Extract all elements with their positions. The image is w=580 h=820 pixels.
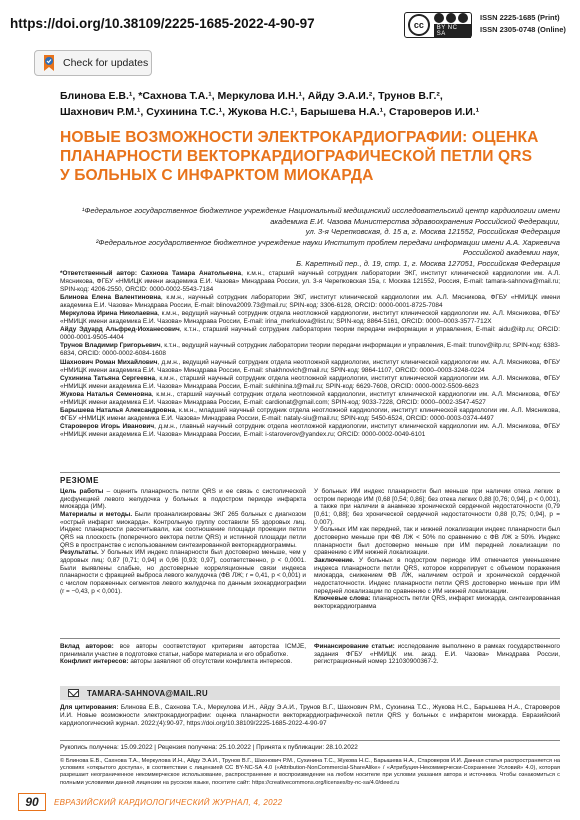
author-details: , к.м.н., научный сотрудник лаборатории ЭКГ, институт клинической кардиологии им. А.Л. Мясникова, ФГБУ «НМИЦК имени академика Е.И. Чазова» Минздрава России, E-mail: blinova2009.73@mail.ru; SPIN-код: 3306-6128, ORCID: 0000-0001-8725-7084 [60, 294, 560, 310]
page-number: 90 [18, 793, 46, 811]
issn-online: ISSN 2305-0748 (Online) [480, 25, 566, 34]
conflict-of-interest: Конфликт интересов: авторы заявляют об отсутствии конфликта интересов. [60, 658, 293, 666]
abstract-results-cont: У больных ИМ индекс планарности был меньше при наличии отека легких в остром периоде ИМ (0,68 [0,54; 0,86]; без отека легких 0,88 [0,76; 0,94], p < 0,001), а также при наличии в анамнезе хронической сердечной недостаточности (0,79 [0,61; 0,88]; без хронической сердечной недостаточности 0,88 [0,75; 0,94], p = 0,007). [314, 488, 560, 526]
author-details: , к.м.н., старший научный сотрудник отдела неотложной кардиологии, институт клинической кардиологии им. А.Л. Мясникова, ФГБУ «НМИЦК имени академика Е.И. Чазова» Минздрава России, E-mail: sukhinina.t@mail.ru; SPIN-код: 6629-7608, ORCID: 0000-0002-5509-6623 [60, 374, 560, 390]
creative-commons-icon[interactable] [404, 12, 472, 38]
author-name: Трунов Владимир Григорьевич [60, 342, 161, 350]
abstract-methods: Материалы и методы. Были проанализированы ЭКГ 265 больных с диагнозом «острый инфаркт миокарда». Контрольную группу составили 55 здоровых лиц. Индекс планарности рассчитывали, как соотношение площади проекции петли QRS на плоскость (поперечного вектора петли QRS) и истинной площади петли QRS в пространстве с использованием синтезированной векторкардиограммы. [60, 510, 307, 549]
citation [60, 704, 560, 728]
divider [60, 740, 560, 741]
authors-line: Блинова Е.В.¹, *Сахнова Т.А.¹, Меркулова И.Н.¹, Айду Э.А.И.², Трунов В.Г.², [60, 90, 443, 102]
author-name: Барышева Наталья Александровна [60, 406, 176, 414]
author-info [60, 270, 560, 439]
author-name: Жукова Наталья Семеновна [60, 390, 152, 398]
footer [18, 792, 318, 812]
author-name: Сухинина Татьяна Сергеевна [60, 374, 156, 382]
contributions: Вклад авторов: все авторы соответствуют критериям авторства ICMJE, принимали участие в подготовке статьи, наборе материала и его обработке. [60, 643, 306, 658]
license-label: BY NC SA [434, 24, 471, 38]
author-entry [60, 270, 560, 294]
received-dates: Рукопись получена: 15.09.2022 | Рецензия получена: 25.10.2022 | Принята к публикации: 28.10.2022 [60, 744, 358, 751]
author-details: , к.м.н., младший научный сотрудник отдела неотложной кардиологии, институт клинической кардиологии им. А.Л. Мясникова, ФГБУ «НМИЦК имени академика Е.И. Чазова» Минздрава России, E-mail: nataly-siu@mail.ru; SPIN-код: 5450-6524, ORCID: 0000-0003-0374-4497 [60, 406, 560, 422]
article-title: НОВЫЕ ВОЗМОЖНОСТИ ЭЛЕКТРОКАРДИОГРАФИИ: ОЦЕНКА ПЛАНАРНОСТИ ВЕКТОРКАРДИОГРАФИЧЕСКОЙ ПЕТЛИ QRS У БОЛЬНЫХ С ИНФАРКТОМ МИОКАРДА [60, 129, 539, 184]
abstract-conclusion: Заключение. У больных в подостром периоде ИМ отмечается уменьшение индекса планарности петли QRS, которое коррелирует с объемом поражения миокарда, снижением ФВ ЛЖ, наличием острой и хронической сердечной недостаточности. Индекс планарности петли QRS достоверно меньше при ИМ передней локализации по сравнению с ИМ нижней локализации. [314, 556, 560, 595]
issn-block [480, 12, 566, 36]
author-name: Староверов Игорь Иванович [60, 422, 155, 430]
divider [60, 755, 560, 756]
affiliations [60, 206, 560, 269]
citation-label: Для цитирования: [60, 704, 119, 711]
divider [60, 472, 560, 473]
license-text: © Блинова Е.В., Сахнова Т.А., Меркулова И.Н., Айду Э.А.И., Трунов В.Г., Шахнович Р.М., Сухинина Т.С., Жукова Н.С., Барышева Н.А., Староверов И.И. Данная статья распространяется на условиях «открытого доступа», в соответствии с лицензией CC BY-NC-SA 4.0 («Attribution-NonCommercial-ShareAlike» / «Атрибуция-Некоммерчески-Сохранение Условий» 4.0), которая разрешает неограниченное некоммерческое использование, распространение и воспроизведение на любом носителе при условии указания автора и источника. Чтобы ознакомиться с полными условиями данной лицензии на русском языке, посетите сайт: https://creativecommons.org/licenses/by-nc-sa/4.0/deed.ru [60, 758, 560, 786]
affiliation-2: ²Федеральное государственное бюджетное учреждение науки Институт проблем передачи информации имени А.А. Харкевича Российской академии наук, [95, 237, 560, 257]
author-entry [60, 391, 560, 407]
abstract-heading: РЕЗЮМЕ [60, 476, 99, 485]
citation-text: Блинова Е.В., Сахнова Т.А., Меркулова И.Н., Айду Э.А.И., Трунов В.Г., Шахнович Р.М., Сухинина Т.С., Жукова Н.С., Барышева Н.А., Староверов И.И. Новые возможности электрокардиографии: оценка планарности векторкардиографической петли QRS у больных с инфарктом миокарда. Евразийский кардиологический журнал. 2022;(4):90-97, https://doi.org/10.38109/2225-1685-2022-4-90-97 [60, 704, 560, 727]
author-entry [60, 342, 560, 358]
issn-print: ISSN 2225-1685 (Print) [480, 13, 560, 22]
bookmark-icon [41, 54, 57, 72]
contributions-block [60, 643, 306, 666]
divider [60, 638, 560, 639]
author-name: Меркулова Ирина Николаевна [60, 310, 158, 318]
affiliation-1: ¹Федеральное государственное бюджетное учреждение Национальный медицинский исследовательский центр кардиологии имени академика Е.И. Чазова Министерства здравоохранения Российской Федерации, [81, 206, 560, 226]
author-entry [60, 375, 560, 391]
doi-link[interactable]: https://doi.org/10.38109/2225-1685-2022-4-90-97 [10, 16, 315, 31]
abstract-column-left [60, 488, 306, 595]
abstract-goal: Цель работы – оценить планарность петли QRS и ее связь с систолической дисфункцией левого желудочка у больных в подостром периоде инфаркта миокарда (ИМ). [60, 488, 306, 511]
author-details: , к.м.н., старший научный сотрудник лаборатории ЭКГ, институт клинической кардиологии им. А.Л. Мясникова, ФГБУ «НМИЦК имени академика Е.И. Чазова» Минздрава России, ул. 3-я Черепковская 15а, г. Москва 121552, Россия, E-mail: tamara-sahnova@mail.ru; SPIN-код: 4206-2550, ORCID: 0000-0002-5543-7184 [60, 270, 560, 294]
authors-line: Шахнович Р.М.¹, Сухинина Т.С.¹, Жукова Н.С.¹, Барышева Н.А.¹, Староверов И.И.¹ [60, 106, 480, 118]
affiliation-1-address: ул. 3-я Черепковская, д. 15 а, г. Москва 121552, Российская Федерация [305, 227, 560, 236]
author-entry [60, 310, 560, 326]
abstract-column-right [314, 488, 560, 611]
author-details: , к.т.н., старший научный сотрудник лаборатории теории передачи информации и управления, E-mail: aidu@iitp.ru; ORCID: 0000-0001-9505-4404 [60, 326, 560, 342]
author-entry [60, 423, 560, 439]
contact-email-bar[interactable] [60, 686, 560, 700]
check-for-updates-label: Check for updates [63, 57, 149, 69]
author-entry [60, 326, 560, 342]
author-entry [60, 294, 560, 310]
affiliation-2-address: Б. Каретный пер., д. 19, стр. 1, г. Москва 127051, Российская Федерация [296, 258, 560, 268]
funding-block [314, 643, 560, 666]
author-details: , д.м.н., ведущий научный сотрудник отдела неотложной кардиологии, институт клинической кардиологии им. А.Л. Мясникова, ФГБУ «НМИЦК имени академика Е.И. Чазова» Минздрава России, E-mail: shakhnovich@mail.ru; SPIN-код: 9864-1107, ORCID: 0000–0003-3248-0224 [60, 358, 560, 374]
author-details: , к.м.н., ведущий научный сотрудник отдела неотложной кардиологии, институт клинической кардиологии им. А.Л. Мясникова, ФГБУ «НМИЦК имени академика Е.И. Чазова» Минздрава России, E-mail: irina_merkulova@list.ru; SPIN-код: 8864-5161, ORCID: 0000–0003-3577-712X [60, 310, 560, 326]
envelope-icon [68, 689, 79, 697]
author-details: , к.т.н., ведущий научный сотрудник лаборатории теории передачи информации и управления, E-mail: trunov@iitp.ru; SPIN-код: 6383-6834, ORCID: 0000-0002-6084-1608 [60, 342, 560, 358]
license-icons [434, 13, 471, 23]
author-details: , д.м.н., главный научный сотрудник отдела неотложной кардиологии, институт клинической кардиологии им. А.Л. Мясникова, ФГБУ «НМИЦК имени академика Е.И. Чазова» Минздрава России, E-mail: i-staroverov@yandex.ru; ORCID: 0000-0002-0049-6101 [60, 422, 561, 438]
abstract-results-2: У больных ИМ как передней, так и нижней локализации индекс планарности был достоверно меньше при ФВ ЛЖ < 50% по сравнению с ФВ ЛЖ ≥ 50%. Индекс планарности был достоверно меньше при ИМ передней локализации по сравнению с ИМ нижней локализации. [314, 526, 560, 557]
abstract-results: Результаты. У больных ИМ индекс планарности был достоверно меньше, чем у здоровых лиц: 0,87 [0,71; 0,94] и 0,96 [0,93; 0,97], соответственно, p < 0,0001. Были выявлены слабые, но достоверные корреляционные связи индекса планарности с фракцией выброса левого желудочка (ФВ ЛЖ; r = 0,41, p < 0,001) и с числом пораженных сегментов левого желудочка по данным эхокардиографии (r = −0,43, p < 0,001). [60, 549, 306, 595]
author-name: *Ответственный автор: Сахнова Тамара Анатольевна [60, 270, 242, 277]
journal-name: ЕВРАЗИЙСКИЙ КАРДИОЛОГИЧЕСКИЙ ЖУРНАЛ, 4, 2022 [54, 797, 283, 807]
author-name: Айду Эдуард Альфред-Иоханесович [60, 326, 180, 334]
author-list [60, 88, 560, 120]
author-entry [60, 359, 560, 375]
author-details: , к.м.н., старший научный сотрудник отдела неотложной кардиологии, институт клинической кардиологии им. А.Л. Мясникова, ФГБУ «НМИЦК имени академика Е.И. Чазова» Минздрава России, E-mail: cardionat@gmail.com; SPIN-код: 9033-7228, ORCID: 0000–0002-3547-4527 [60, 390, 560, 406]
author-name: Блинова Елена Валентиновна [60, 294, 161, 302]
author-entry [60, 407, 560, 423]
contact-email[interactable]: TAMARA-SAHNOVA@MAIL.RU [87, 688, 208, 698]
check-for-updates-button[interactable] [34, 50, 152, 76]
abstract-keywords: Ключевые слова: планарность петли QRS, инфаркт миокарда, синтезированная векторкардиограмма [314, 595, 561, 610]
author-name: Шахнович Роман Михайлович [60, 358, 158, 366]
funding: Финансирование статьи: исследование выполнено в рамках государственного задания ФГБУ «НМИЦК им. акад. Е.И. Чазова» Минздрава России, регистрационный номер 121030900367-2. [314, 643, 560, 666]
cc-logo: cc [408, 14, 430, 36]
